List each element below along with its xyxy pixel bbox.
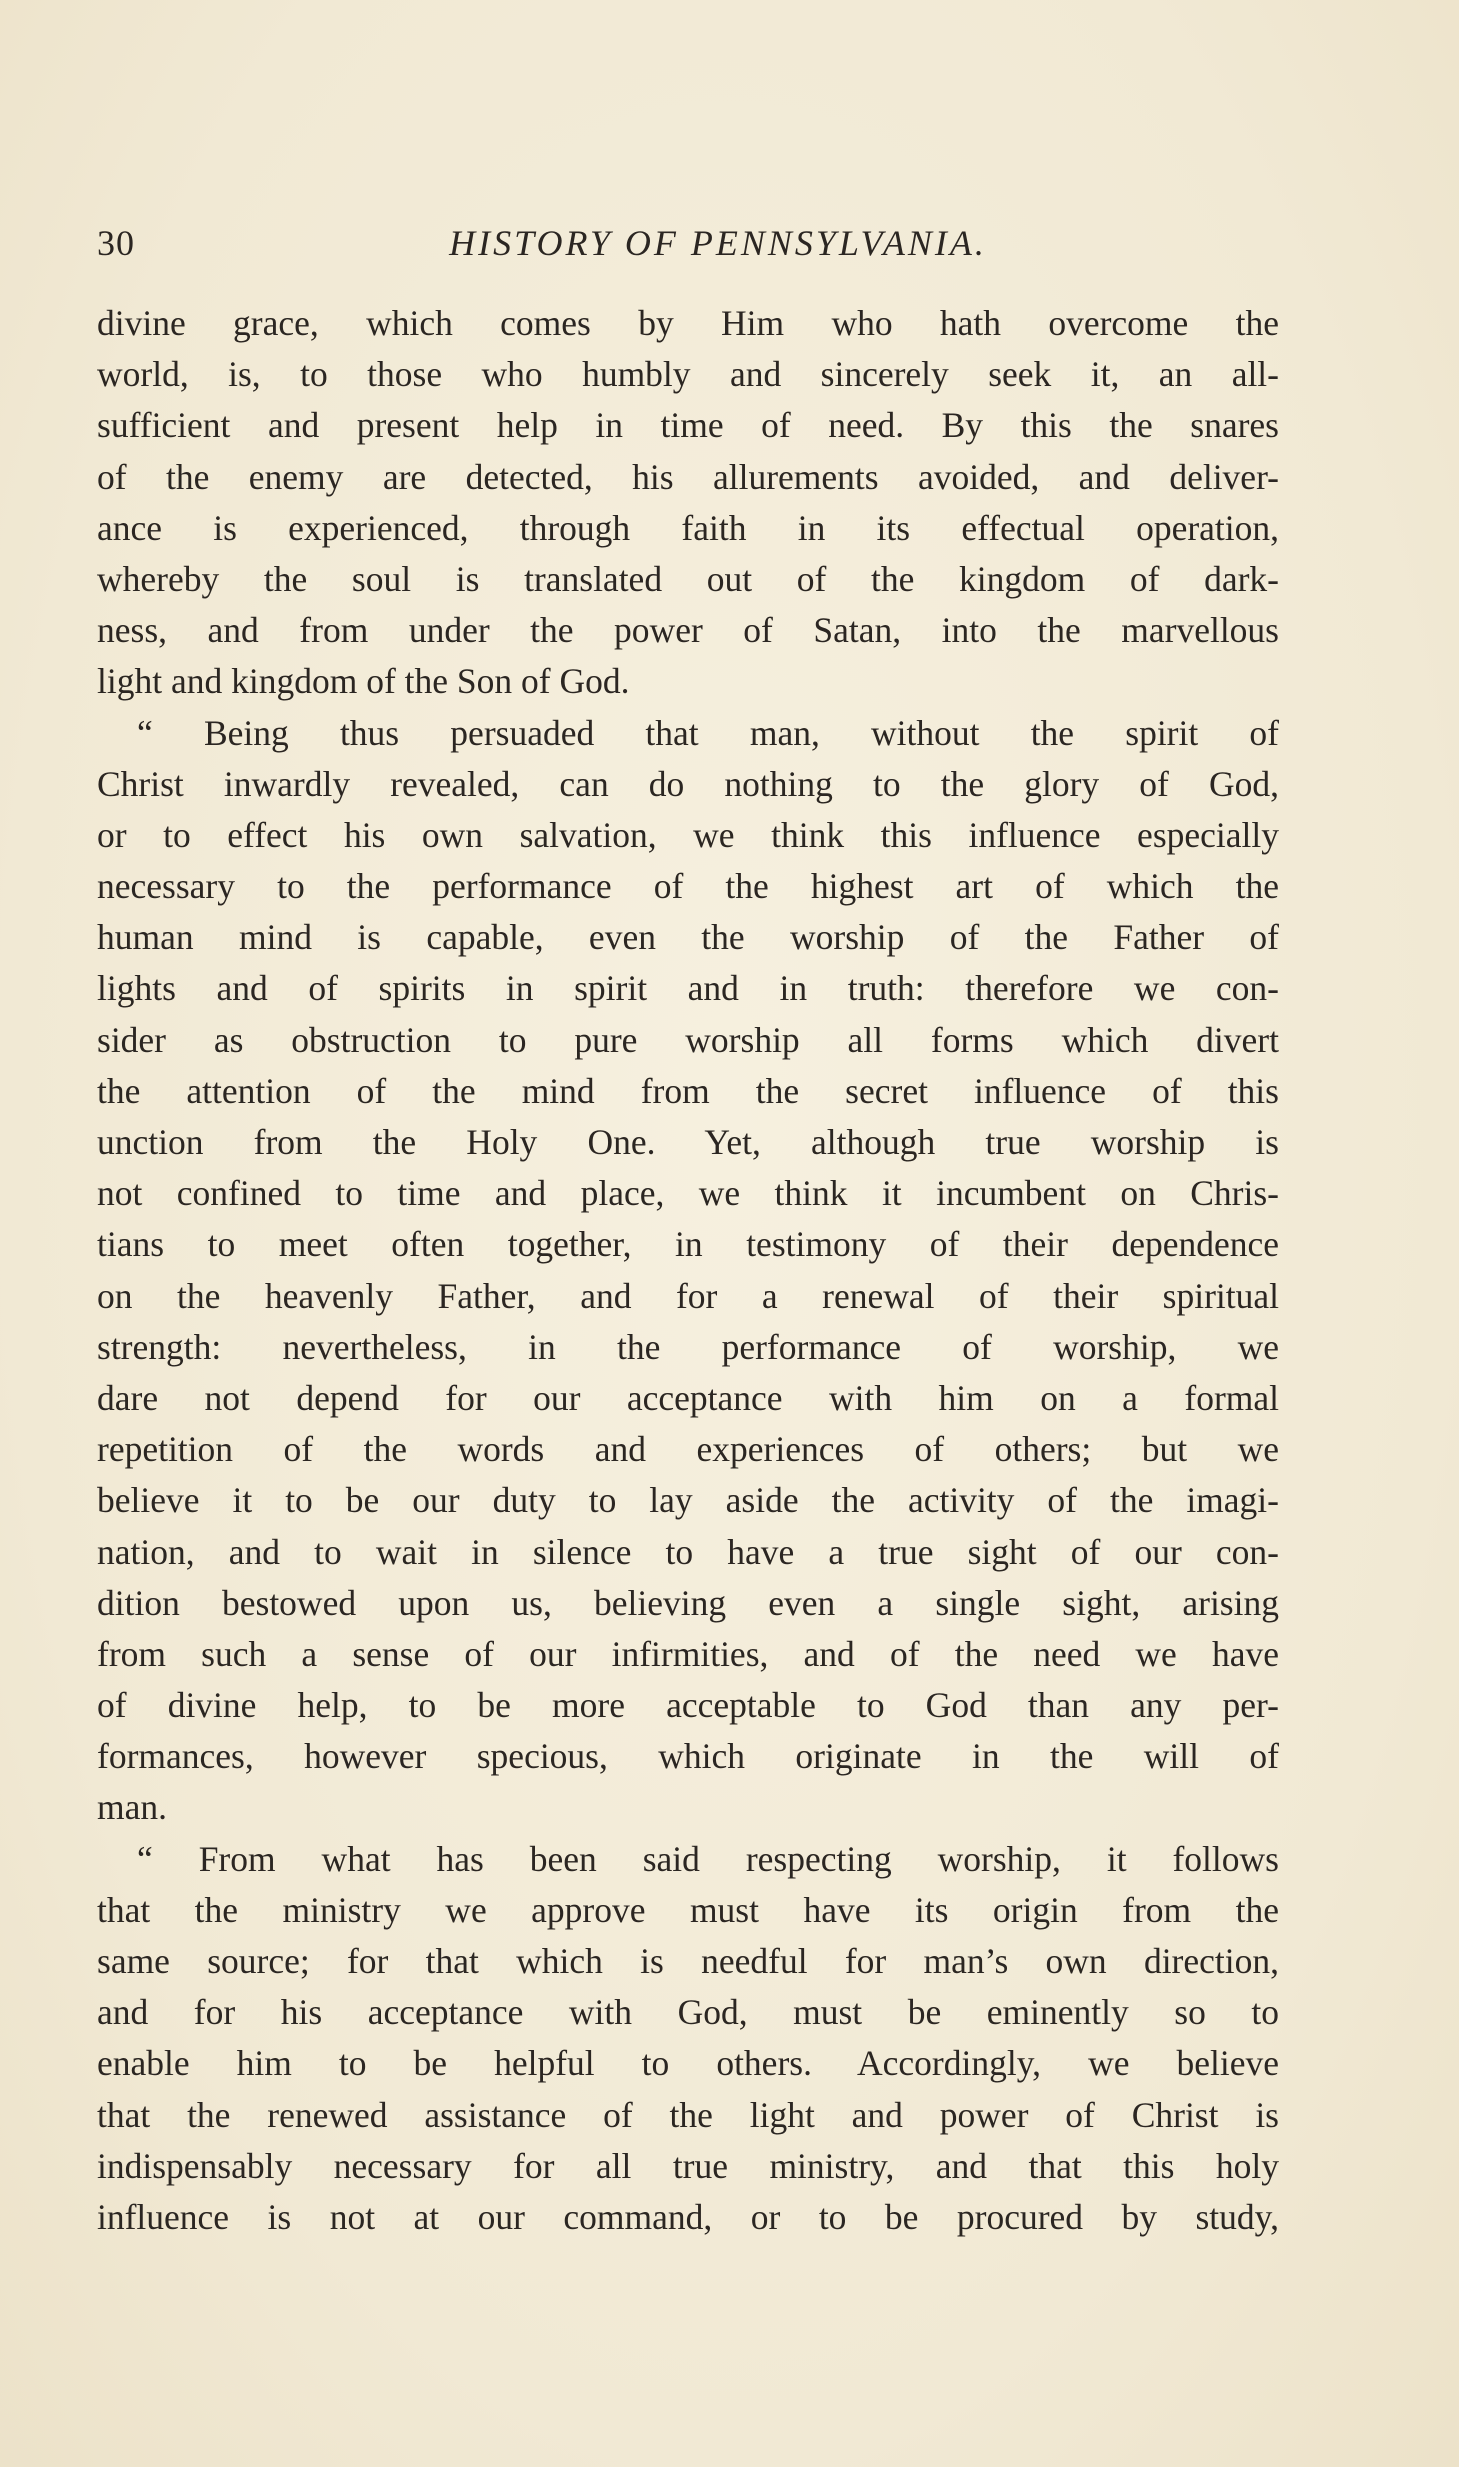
paragraph <box>97 298 1279 708</box>
text-line: enable him to be helpful to others. Accordingly, we believe <box>97 2043 1279 2084</box>
text-line: “ From what has been said respecting worship, it follows <box>137 1838 1279 1879</box>
text-line: unction from the Holy One. Yet, although true worship is <box>97 1122 1279 1162</box>
text-line: influence is not at our command, or to be procured by study, <box>97 2196 1279 2237</box>
text-line: ness, and from under the power of Satan, into the marvellous <box>97 610 1279 651</box>
text-line: light and kingdom of the Son of God. <box>97 661 630 702</box>
text-line: man. <box>97 1787 167 1828</box>
text-line: on the heavenly Father, and for a renewal of their spiritual <box>97 1275 1279 1316</box>
text-line: tians to meet often together, in testimony of their dependence <box>97 1224 1279 1265</box>
text-line: strength: nevertheless, in the performance of worship, we <box>97 1326 1279 1367</box>
text-line: necessary to the performance of the highest art of which the <box>97 866 1279 907</box>
text-line: sider as obstruction to pure worship all forms which divert <box>97 1019 1279 1060</box>
text-line: believe it to be our duty to lay aside the activity of the imagi- <box>97 1480 1279 1521</box>
text-line: dare not depend for our acceptance with him on a formal <box>97 1377 1279 1418</box>
text-line: of the enemy are detected, his allurements avoided, and deliver- <box>97 456 1279 497</box>
text-line: formances, however specious, which originate in the will of <box>97 1736 1279 1777</box>
text-line: or to effect his own salvation, we think this influence especially <box>97 814 1279 855</box>
text-line: that the renewed assistance of the light and power of Christ is <box>97 2094 1279 2135</box>
text-line: divine grace, which comes by Him who hath overcome the <box>97 303 1279 343</box>
text-line: sufficient and present help in time of need. By this the snares <box>97 405 1279 446</box>
text-line: Christ inwardly revealed, can do nothing to the glory of God, <box>97 763 1279 804</box>
text-line: lights and of spirits in spirit and in truth: therefore we con- <box>97 968 1279 1009</box>
text-line: “ Being thus persuaded that man, without the spirit of <box>137 712 1279 753</box>
page-header <box>97 222 1279 272</box>
text-line: ance is experienced, through faith in its effectual operation, <box>97 507 1279 548</box>
running-head: HISTORY OF PENNSYLVANIA. <box>449 223 987 263</box>
text-line: human mind is capable, even the worship of the Father of <box>97 917 1279 958</box>
text-line: world, is, to those who humbly and sincerely seek it, an all- <box>97 354 1279 395</box>
text-line: the attention of the mind from the secret influence of this <box>97 1070 1279 1111</box>
text-line: not confined to time and place, we think it incumbent on Chris- <box>97 1173 1279 1214</box>
body-text <box>97 298 1279 2243</box>
text-line: whereby the soul is translated out of the kingdom of dark- <box>97 558 1279 599</box>
text-line: indispensably necessary for all true ministry, and that this holy <box>97 2145 1279 2186</box>
text-line: nation, and to wait in silence to have a true sight of our con- <box>97 1531 1279 1572</box>
paragraph <box>97 708 1279 1834</box>
text-line: that the ministry we approve must have its origin from the <box>97 1889 1279 1930</box>
page-number: 30 <box>97 223 135 263</box>
text-line: dition bestowed upon us, believing even a single sight, arising <box>97 1582 1279 1623</box>
text-line: same source; for that which is needful for man’s own direction, <box>97 1941 1279 1981</box>
paragraph <box>97 1834 1279 2244</box>
text-line: and for his acceptance with God, must be eminently so to <box>97 1992 1279 2033</box>
text-line: repetition of the words and experiences of others; but we <box>97 1429 1279 1470</box>
text-line: from such a sense of our infirmities, and of the need we have <box>97 1633 1279 1674</box>
text-line: of divine help, to be more acceptable to God than any per- <box>97 1685 1279 1726</box>
